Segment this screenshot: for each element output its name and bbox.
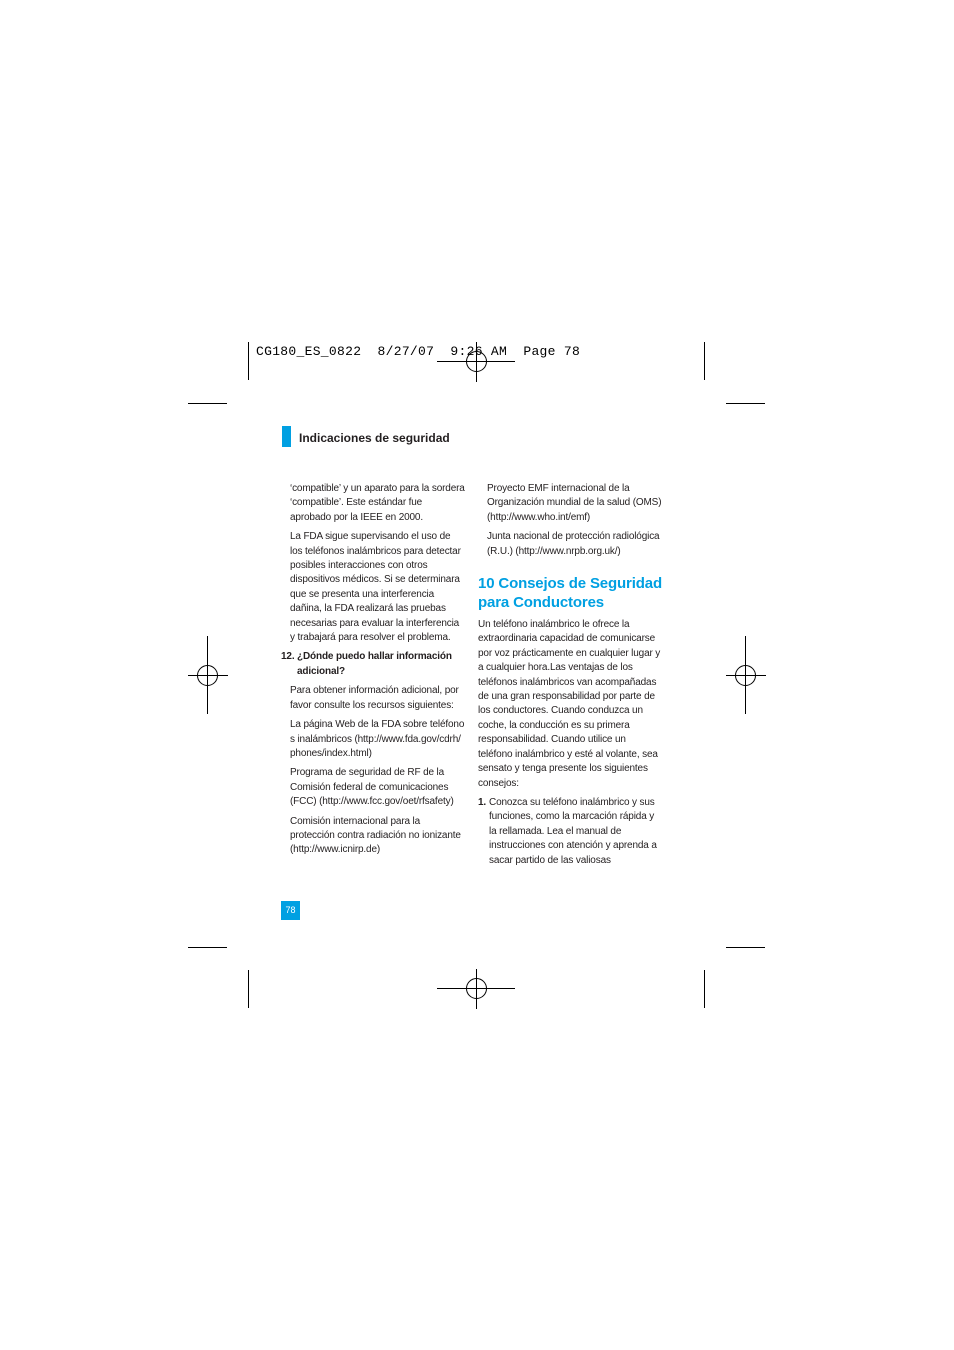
crop-mark-bottom-right-horizontal: [726, 947, 765, 948]
list-item-text: Conozca su teléfono inalámbrico y sus funciones, como la marcación rápida y la rellamada. Lea el manual de instrucciones con atención y aprenda a sacar partido de las valiosas: [489, 796, 657, 866]
section-title: Indicaciones de seguridad: [299, 431, 450, 445]
paragraph: Proyecto EMF internacional de la Organización mundial de la salud (OMS) (http://www.who.int/emf): [487, 483, 662, 523]
page-number: 78: [281, 901, 300, 920]
paragraph: Para obtener información adicional, por favor consulte los recursos siguientes:: [290, 685, 459, 711]
left-column: [281, 482, 465, 863]
registration-mark-left: [188, 636, 228, 714]
paragraph: La FDA sigue supervisando el uso de los teléfonos inalámbricos para detectar posibles interacciones con otros dispositivos médicos. Si se determinara que se presenta una interferencia dañina, la FDA realizará las pruebas necesarias para evaluar la interferencia y trabajará para resolver el problema.: [290, 531, 461, 644]
question-heading: [281, 650, 465, 679]
print-slug: CG180_ES_0822 8/27/07 9:26 AM Page 78: [256, 344, 581, 359]
crop-mark-top-left-vertical: [248, 342, 249, 380]
paragraph: Junta nacional de protección radiológica (R.U.) (http://www.nrpb.org.uk/): [487, 531, 660, 557]
paragraph: Programa de seguridad de RF de la Comisión federal de comunicaciones (FCC) (http://www.fcc.gov/oet/rfsafety): [290, 767, 454, 808]
crop-mark-top-right-horizontal: [726, 403, 765, 404]
list-item-number: 1.: [478, 796, 487, 808]
list-item: [478, 796, 662, 868]
crop-mark-top-left-horizontal: [188, 403, 227, 404]
registration-mark-right: [726, 636, 766, 714]
paragraph: ‘compatible’ y un aparato para la sordera ‘compatible’. Este estándar fue aprobado por la IEEE en 2000.: [290, 483, 465, 523]
crop-mark-bottom-left-vertical: [248, 970, 249, 1008]
question-number: 12.: [281, 651, 295, 663]
question-title: ¿Dónde puedo hallar información adicional?: [297, 651, 452, 677]
paragraph: La página Web de la FDA sobre teléfonos inalámbricos (http://www.fda.gov/cdrh/phones/index.html): [290, 719, 465, 759]
section-heading: 10 Consejos de Seguridad para Conductores: [478, 575, 662, 612]
registration-mark-bottom: [437, 969, 517, 1009]
crop-mark-top-right-vertical: [704, 342, 705, 380]
crop-mark-bottom-right-vertical: [704, 970, 705, 1008]
crop-mark-bottom-left-horizontal: [188, 947, 227, 948]
section-accent-bar: [282, 426, 291, 447]
paragraph: Comisión internacional para la protección contra radiación no ionizante (http://www.icnirp.de): [290, 815, 461, 856]
right-column: [478, 482, 662, 873]
paragraph: Un teléfono inalámbrico le ofrece la extraordinaria capacidad de comunicarse por voz prácticamente en cualquier lugar y a cualquier hora.Las ventajas de los teléfonos inalámbricos van acompañadas de una gran responsabilidad por parte de los conductores. Cuando conduzca un coche, la conducción es su primera responsabilidad. Cuando utilice un teléfono inalámbrico y esté al volante, sea sensato y tenga presente los siguientes consejos:: [478, 619, 661, 789]
